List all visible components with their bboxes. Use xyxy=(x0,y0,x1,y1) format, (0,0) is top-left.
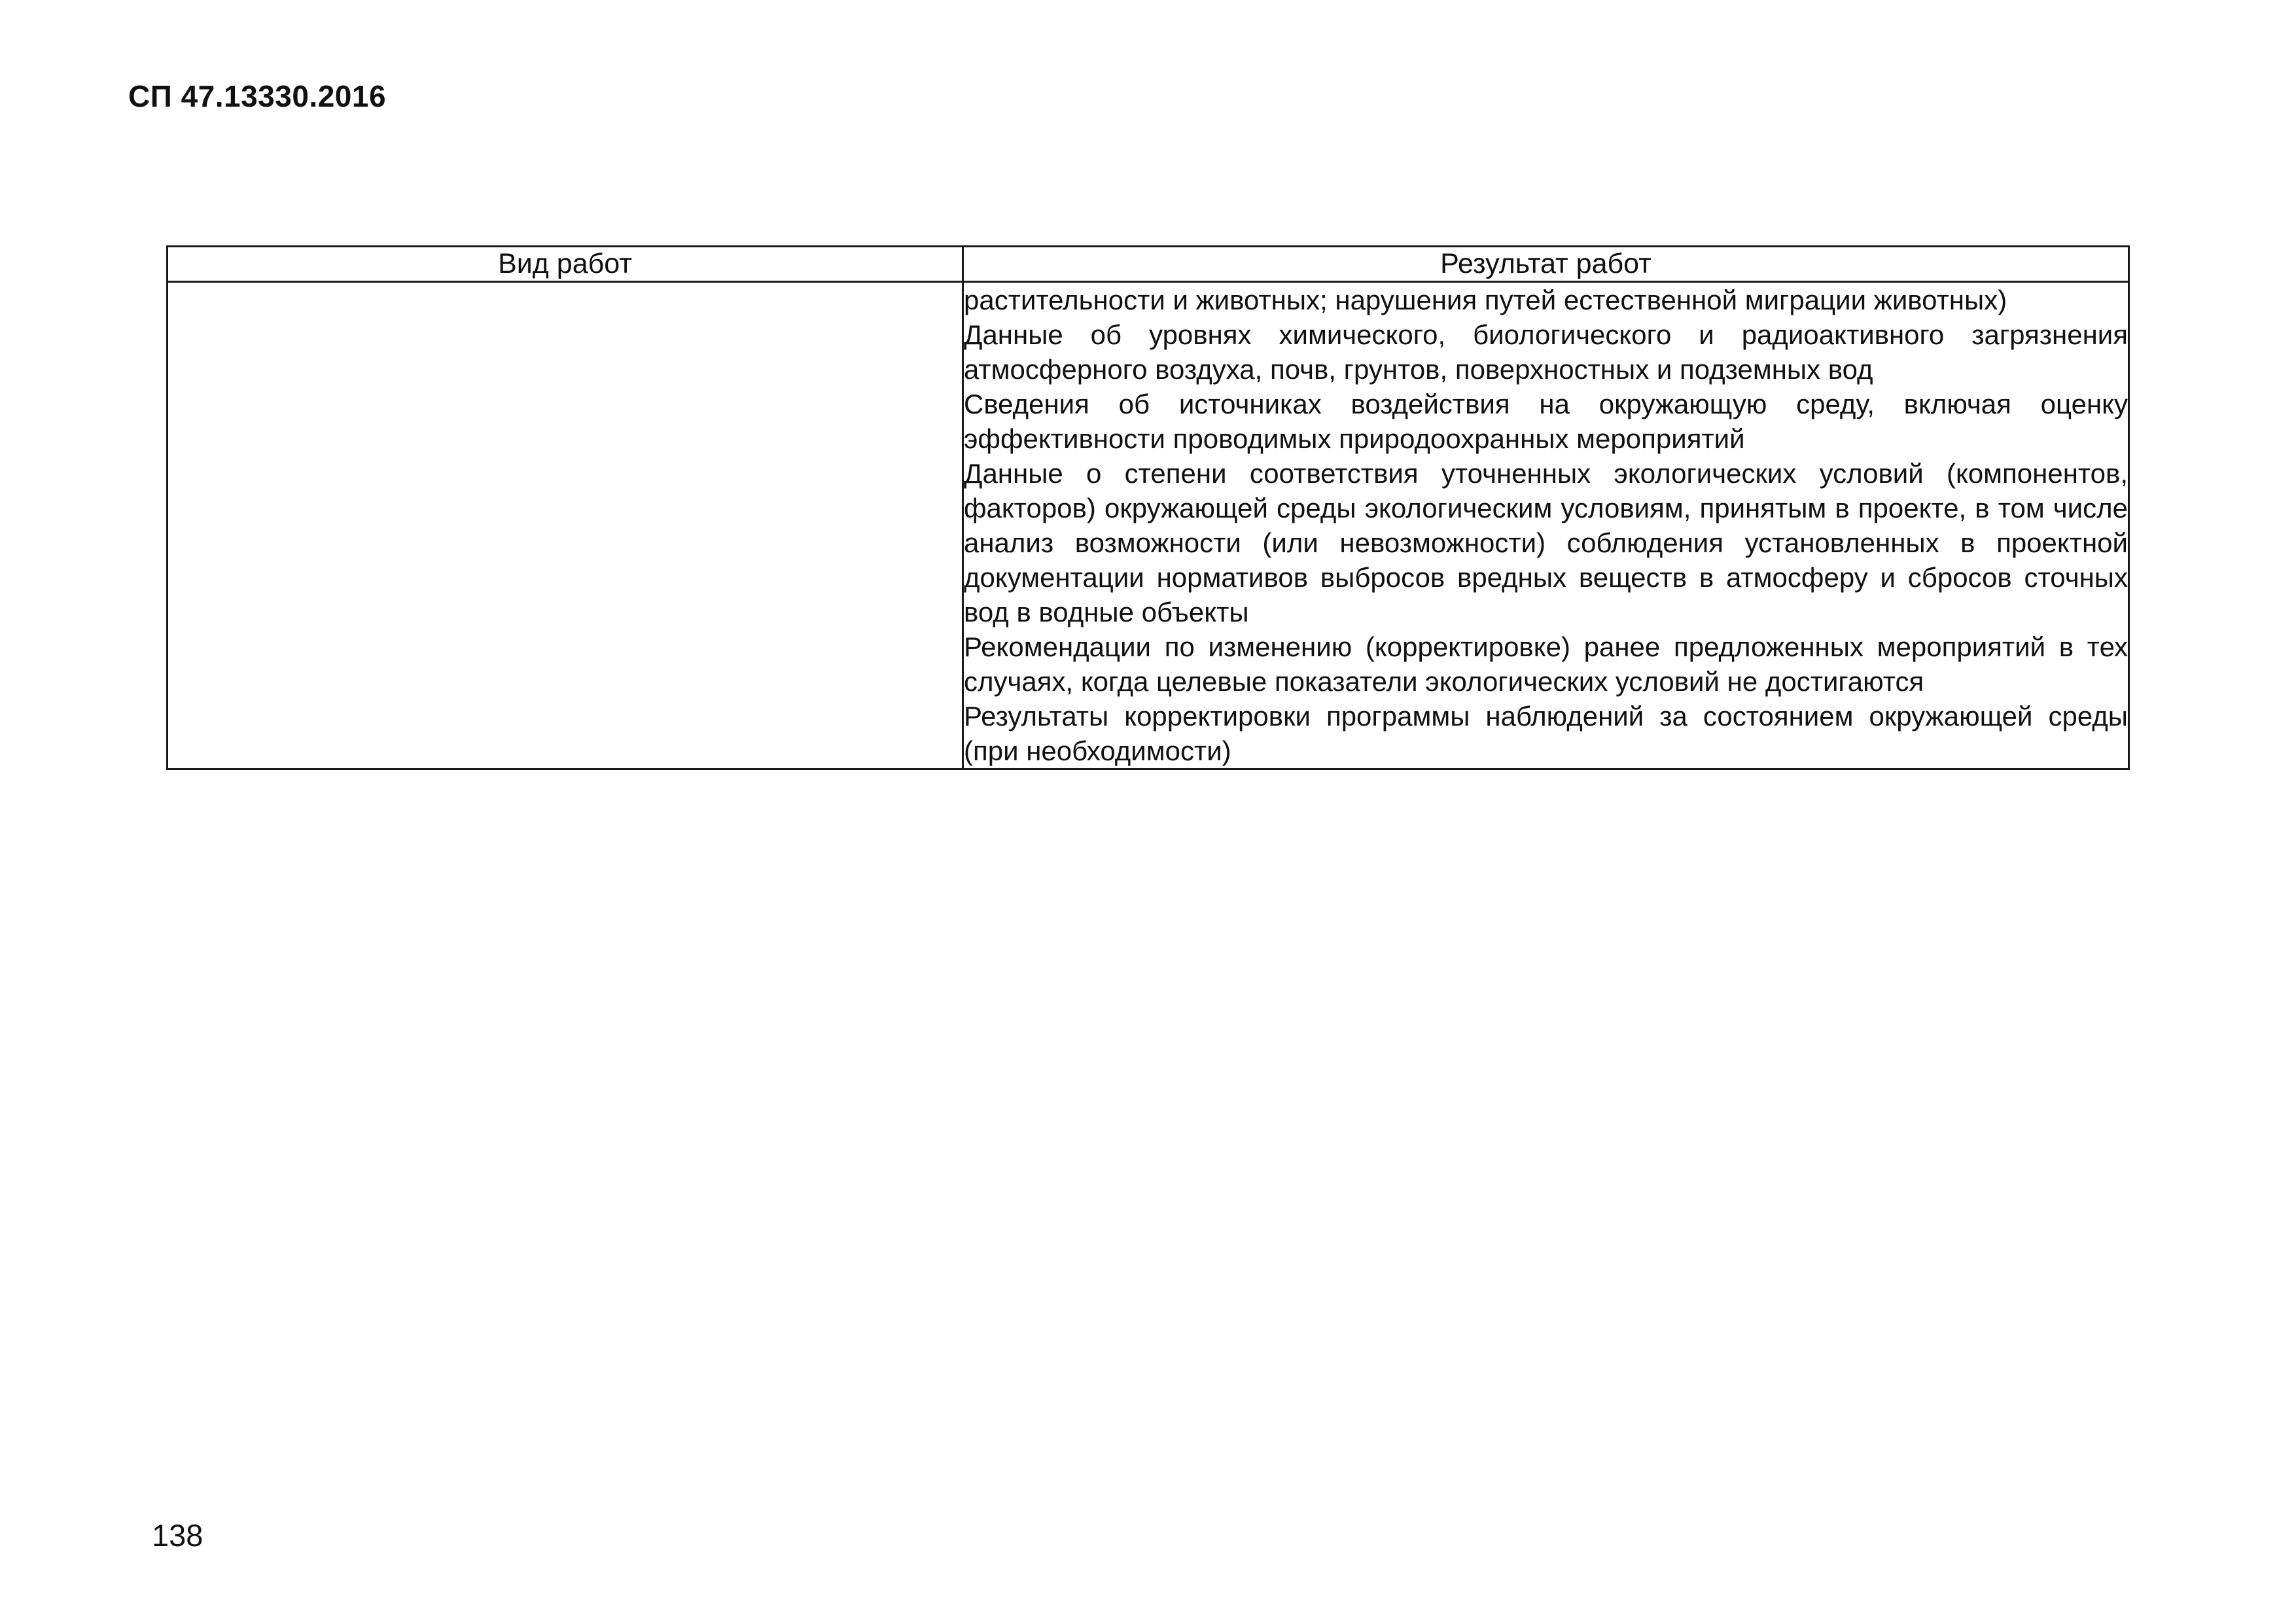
result-paragraph: Рекомендации по изменению (корректировке) ранее предложенных мероприятий в тех случаях, когда целевые показатели экологических условий не достигаются xyxy=(964,631,2128,697)
kind-cell xyxy=(168,282,963,769)
result-paragraph: растительности и животных; нарушения путей естественной миграции животных) xyxy=(964,285,2007,315)
page-number: 138 xyxy=(152,1518,203,1553)
result-paragraph: Данные о степени соответствия уточненных экологических условий (компонентов, факторов) окружающей среды экологическим условиям, принятым в проекте, в том числе анализ возможности (или невозможности) соблюдения установленных в проектной документации нормативов выбросов вредных веществ в атмосферу и сбросов сточных вод в водные объекты xyxy=(964,458,2128,627)
table-row xyxy=(168,282,2129,769)
result-paragraph: Результаты корректировки программы наблюдений за состоянием окружающей среды (при необходимости) xyxy=(964,701,2128,766)
column-header-kind: Вид работ xyxy=(168,247,963,282)
result-paragraph: Данные об уровнях химического, биологического и радиоактивного загрязнения атмосферного воздуха, почв, грунтов, поверхностных и подземных вод xyxy=(964,319,2128,385)
result-paragraph: Сведения об источниках воздействия на окружающую среду, включая оценку эффективности проводимых природоохранных мероприятий xyxy=(964,389,2128,454)
result-cell xyxy=(963,282,2129,769)
table-header-row xyxy=(168,247,2129,282)
column-header-result: Результат работ xyxy=(963,247,2129,282)
document-code: СП 47.13330.2016 xyxy=(128,79,387,113)
work-table xyxy=(166,245,2130,770)
